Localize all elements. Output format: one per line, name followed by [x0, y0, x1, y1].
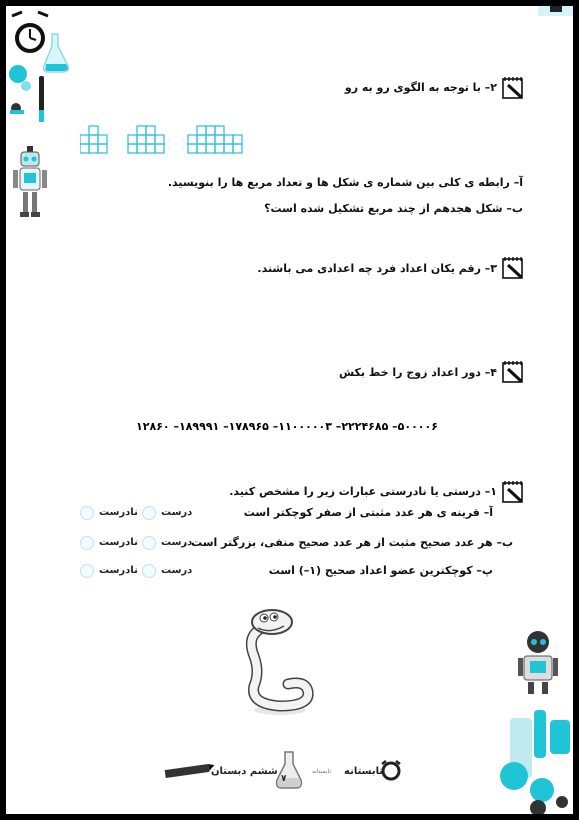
q2-part-b: ب– شکل هجدهم از چند مربع تشکیل شده است؟: [264, 202, 523, 215]
false-radio[interactable]: [80, 506, 94, 520]
q2-title: ۲– با توجه به الگوی رو به رو: [344, 81, 497, 94]
notepad-pencil-icon: [502, 480, 526, 504]
science-decoration-right: [496, 626, 573, 814]
alarm-clock-icon: [379, 758, 403, 782]
top-right-decoration: [526, 6, 573, 28]
robot-icon: [518, 631, 558, 694]
pencil-icon: [163, 764, 215, 778]
q1-item-a-text: آ– قرینه ی هر عدد مثبتی از صفر کوچکتر است: [243, 506, 493, 519]
false-radio[interactable]: [80, 564, 94, 578]
q4-title: ۴– دور اعداد زوج را خط بکش: [338, 366, 497, 379]
q4-numbers-list: ۵۰۰۰۰۶– ۲۲۲۴۶۸۵– ۱۱۰۰۰۰۰۳– ۱۷۸۹۶۵– ۱۸۹۹۹۱– ۱۲۸۶۰: [136, 420, 438, 433]
notepad-pencil-icon: [502, 256, 526, 280]
true-radio[interactable]: [142, 564, 156, 578]
clock-icon: [12, 12, 48, 51]
true-radio[interactable]: [142, 506, 156, 520]
q1-title: ۱– درستی یا نادرستی عبارات زیر را مشخص کنید.: [229, 485, 497, 498]
snake-icon: [238, 606, 324, 716]
summer-small-label: تابستانه: [312, 768, 332, 775]
true-option-label: درست: [161, 537, 193, 548]
q1-item-c-text: پ– کوچکترین عضو اعداد صحیح (۱–) است: [268, 564, 493, 577]
true-option-label: درست: [161, 565, 193, 576]
bubble-icon: [9, 65, 27, 83]
true-option-label: درست: [161, 507, 193, 518]
false-option-label: نادرست: [99, 507, 138, 518]
q2-part-a: آ– رابطه ی کلی بین شماره ی شکل ها و تعداد مربع ها را بنویسید.: [167, 176, 523, 189]
flask-icon: [274, 750, 304, 790]
flask-number: ۷: [281, 774, 287, 784]
notepad-pencil-icon: [502, 76, 526, 100]
true-radio[interactable]: [142, 536, 156, 550]
false-option-label: نادرست: [99, 537, 138, 548]
worksheet-page: [6, 6, 573, 814]
q3-title: ۳– رقم یکان اعداد فرد چه اعدادی می باشند.: [257, 262, 497, 275]
flask-icon: [44, 34, 69, 72]
summer-label: تابستانه: [344, 766, 384, 777]
q1-item-b-text: ب– هر عدد صحیح مثبت از هر عدد صحیح منفی، بزرگتر است .: [183, 536, 513, 549]
false-radio[interactable]: [80, 536, 94, 550]
science-decoration-left: [6, 6, 76, 236]
notepad-pencil-icon: [502, 360, 526, 384]
grade-label: ششم دبستان: [211, 766, 278, 777]
square-pattern-figure: [80, 122, 254, 156]
false-option-label: نادرست: [99, 565, 138, 576]
robot-icon: [13, 146, 47, 217]
